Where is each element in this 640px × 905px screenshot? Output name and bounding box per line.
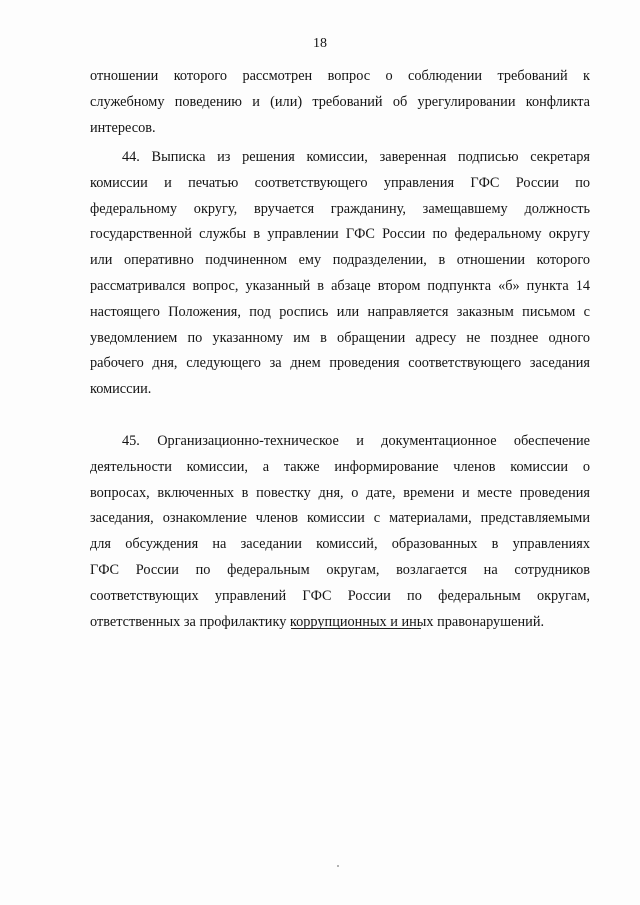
text-line: соответствующих управлений ГФС России по федеральным округам, (90, 587, 590, 604)
scan-speck (337, 865, 339, 867)
text-line: вопросах, включенных в повестку дня, о дате, времени и месте проведения (90, 484, 590, 501)
text-line: отношении которого рассмотрен вопрос о соблюдении требований к (90, 68, 590, 84)
text-line: интересов. (90, 119, 156, 136)
text-line: комиссии. (90, 381, 152, 398)
paragraph-45 (90, 429, 590, 635)
text-line: 45. Организационно-техническое и документационное обеспечение (122, 433, 590, 449)
text-line: государственной службы в управлении ГФС России по федеральному округу (90, 226, 590, 243)
text-line: служебному поведению и (или) требований об урегулировании конфликта (90, 93, 590, 110)
text-line: комиссии и печатью соответствующего управления ГФС России по (90, 174, 590, 191)
text-line: деятельности комиссии, а также информирование членов комиссии о (90, 458, 590, 475)
text-line: рассматривался вопрос, указанный в абзаце втором подпункта «б» пункта 14 (90, 277, 590, 294)
text-line: ответственных за профилактику коррупционных и иных правонарушений. (90, 613, 545, 630)
page-number: 18 (313, 36, 327, 51)
text-line: рабочего дня, следующего за днем проведения соответствующего заседания (90, 355, 590, 372)
text-line: заседания, ознакомление членов комиссии с материалами, представляемыми (90, 510, 590, 527)
text-line: для обсуждения на заседании комиссий, образованных в управлениях (90, 536, 590, 553)
text-line: уведомлением по указанному им в обращении адресу не позднее одного (90, 329, 590, 346)
text-line: ГФС России по федеральным округам, возлагается на сотрудников (90, 561, 590, 578)
paragraph-44 (90, 145, 590, 403)
paragraph-continuation (90, 64, 590, 141)
text-line: или оперативно подчиненном ему подразделении, в отношении которого (90, 252, 590, 269)
text-line: настоящего Положения, под роспись или направляется заказным письмом с (90, 303, 590, 320)
text-line: 44. Выписка из решения комиссии, заверенная подписью секретаря (122, 149, 590, 165)
end-of-document-rule (291, 628, 421, 629)
text-line: федеральному округу, вручается гражданину, замещавшему должность (90, 200, 590, 217)
